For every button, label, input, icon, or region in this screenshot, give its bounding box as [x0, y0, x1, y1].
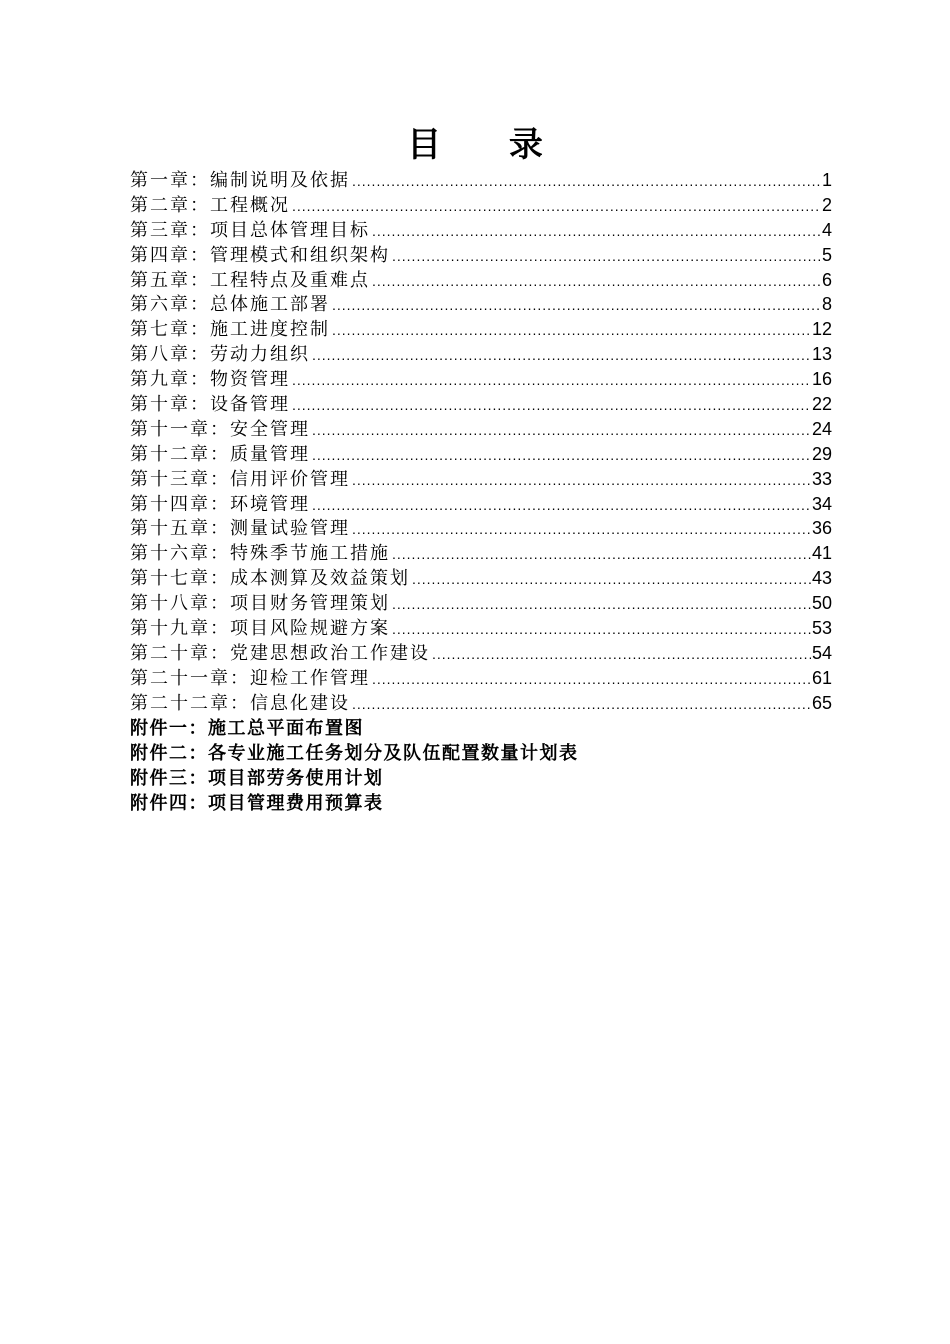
- toc-entry[interactable]: [130, 417, 832, 442]
- toc-leader-dots: [372, 667, 811, 692]
- toc-leader-dots: [352, 468, 811, 493]
- toc-leader-dots: [352, 692, 811, 717]
- toc-entry-label: 第二十二章：信息化建设: [130, 692, 350, 714]
- toc-title: 目 录: [407, 125, 571, 165]
- toc-entry-label: 第十八章：项目财务管理策划: [130, 593, 390, 615]
- toc-leader-dots: [392, 542, 811, 567]
- toc-entry-page: 2: [821, 194, 832, 215]
- toc-leader-dots: [352, 517, 811, 542]
- toc-entry[interactable]: [130, 243, 832, 268]
- toc-entry-page: 50: [811, 593, 832, 614]
- toc-leader-dots: [372, 219, 821, 244]
- toc-list: [130, 168, 832, 716]
- toc-entry-page: 16: [811, 369, 832, 390]
- toc-leader-dots: [372, 269, 821, 294]
- toc-entry-label: 第十四章：环境管理: [130, 493, 310, 515]
- toc-entry[interactable]: [130, 666, 832, 691]
- toc-entry[interactable]: [130, 268, 832, 293]
- toc-entry-page: 36: [811, 518, 832, 539]
- toc-entry-label: 第十七章：成本测算及效益策划: [130, 568, 410, 590]
- toc-entry-label: 第十一章：安全管理: [130, 418, 310, 440]
- toc-leader-dots: [392, 592, 811, 617]
- toc-entry-page: 61: [811, 667, 832, 688]
- toc-leader-dots: [292, 393, 811, 418]
- toc-entry[interactable]: [130, 616, 832, 641]
- toc-entry[interactable]: [130, 218, 832, 243]
- toc-leader-dots: [332, 293, 821, 318]
- appendix-entry[interactable]: 附件四：项目管理费用预算表: [130, 793, 384, 814]
- toc-entry-label: 第十章：设备管理: [130, 394, 290, 416]
- toc-entry-label: 第四章：管理模式和组织架构: [130, 244, 390, 266]
- toc-entry-label: 第一章：编制说明及依据: [130, 170, 350, 191]
- toc-entry-page: 29: [811, 443, 832, 464]
- toc-entry[interactable]: [130, 442, 832, 467]
- toc-entry-label: 第五章：工程特点及重难点: [130, 269, 370, 291]
- toc-entry[interactable]: [130, 516, 832, 541]
- toc-leader-dots: [432, 642, 811, 667]
- toc-entry-label: 第十三章：信用评价管理: [130, 468, 350, 490]
- appendix-entry[interactable]: 附件三：项目部劳务使用计划: [130, 768, 384, 789]
- toc-leader-dots: [352, 169, 821, 194]
- toc-entry-page: 24: [811, 418, 832, 439]
- toc-leader-dots: [412, 567, 811, 592]
- toc-entry[interactable]: [130, 168, 832, 193]
- toc-leader-dots: [312, 443, 811, 468]
- toc-entry[interactable]: [130, 342, 832, 367]
- toc-entry[interactable]: [130, 691, 832, 716]
- toc-leader-dots: [312, 343, 811, 368]
- toc-entry[interactable]: [130, 591, 832, 616]
- toc-entry-page: 53: [811, 618, 832, 639]
- toc-entry-label: 第二十一章：迎检工作管理: [130, 667, 370, 689]
- toc-entry[interactable]: [130, 367, 832, 392]
- toc-entry-page: 54: [811, 642, 832, 663]
- toc-leader-dots: [312, 418, 811, 443]
- toc-entry[interactable]: [130, 392, 832, 417]
- toc-entry-label: 第九章：物资管理: [130, 369, 290, 391]
- toc-leader-dots: [292, 368, 811, 393]
- toc-entry-label: 第三章：项目总体管理目标: [130, 219, 370, 241]
- toc-entry[interactable]: [130, 292, 832, 317]
- toc-leader-dots: [392, 244, 821, 269]
- toc-entry[interactable]: [130, 467, 832, 492]
- appendix-entry[interactable]: 附件一：施工总平面布置图: [130, 718, 364, 739]
- toc-entry-page: 8: [821, 294, 832, 315]
- toc-entry-label: 第十二章：质量管理: [130, 443, 310, 465]
- toc-entry-label: 第八章：劳动力组织: [130, 344, 310, 366]
- toc-entry-page: 33: [811, 468, 832, 489]
- toc-entry-page: 5: [821, 244, 832, 265]
- toc-entry-page: 41: [811, 543, 832, 564]
- toc-leader-dots: [332, 318, 811, 343]
- toc-entry-page: 65: [811, 692, 832, 713]
- toc-entry-label: 第十五章：测量试验管理: [130, 518, 350, 540]
- toc-entry[interactable]: [130, 317, 832, 342]
- toc-entry[interactable]: [130, 193, 832, 218]
- toc-entry-label: 第二十章：党建思想政治工作建设: [130, 642, 430, 664]
- toc-entry-label: 第二章：工程概况: [130, 194, 290, 216]
- toc-entry-page: 12: [811, 319, 832, 340]
- toc-leader-dots: [292, 194, 821, 219]
- toc-entry-page: 4: [821, 219, 832, 240]
- toc-entry[interactable]: [130, 541, 832, 566]
- toc-entry-label: 第十六章：特殊季节施工措施: [130, 543, 390, 565]
- appendix-entry[interactable]: 附件二：各专业施工任务划分及队伍配置数量计划表: [130, 743, 579, 764]
- toc-entry[interactable]: [130, 566, 832, 591]
- toc-entry-page: 13: [811, 344, 832, 365]
- toc-entry-label: 第十九章：项目风险规避方案: [130, 618, 390, 640]
- appendix-list: [130, 716, 832, 816]
- toc-entry-page: 34: [811, 493, 832, 514]
- toc-entry-page: 43: [811, 568, 832, 589]
- toc-entry-page: 1: [821, 170, 832, 190]
- toc-entry[interactable]: [130, 492, 832, 517]
- toc-leader-dots: [392, 617, 811, 642]
- toc-entry[interactable]: [130, 641, 832, 666]
- toc-entry-label: 第六章：总体施工部署: [130, 294, 330, 316]
- toc-leader-dots: [312, 493, 811, 518]
- toc-entry-page: 22: [811, 394, 832, 415]
- toc-entry-page: 6: [821, 269, 832, 290]
- toc-entry-label: 第七章：施工进度控制: [130, 319, 330, 341]
